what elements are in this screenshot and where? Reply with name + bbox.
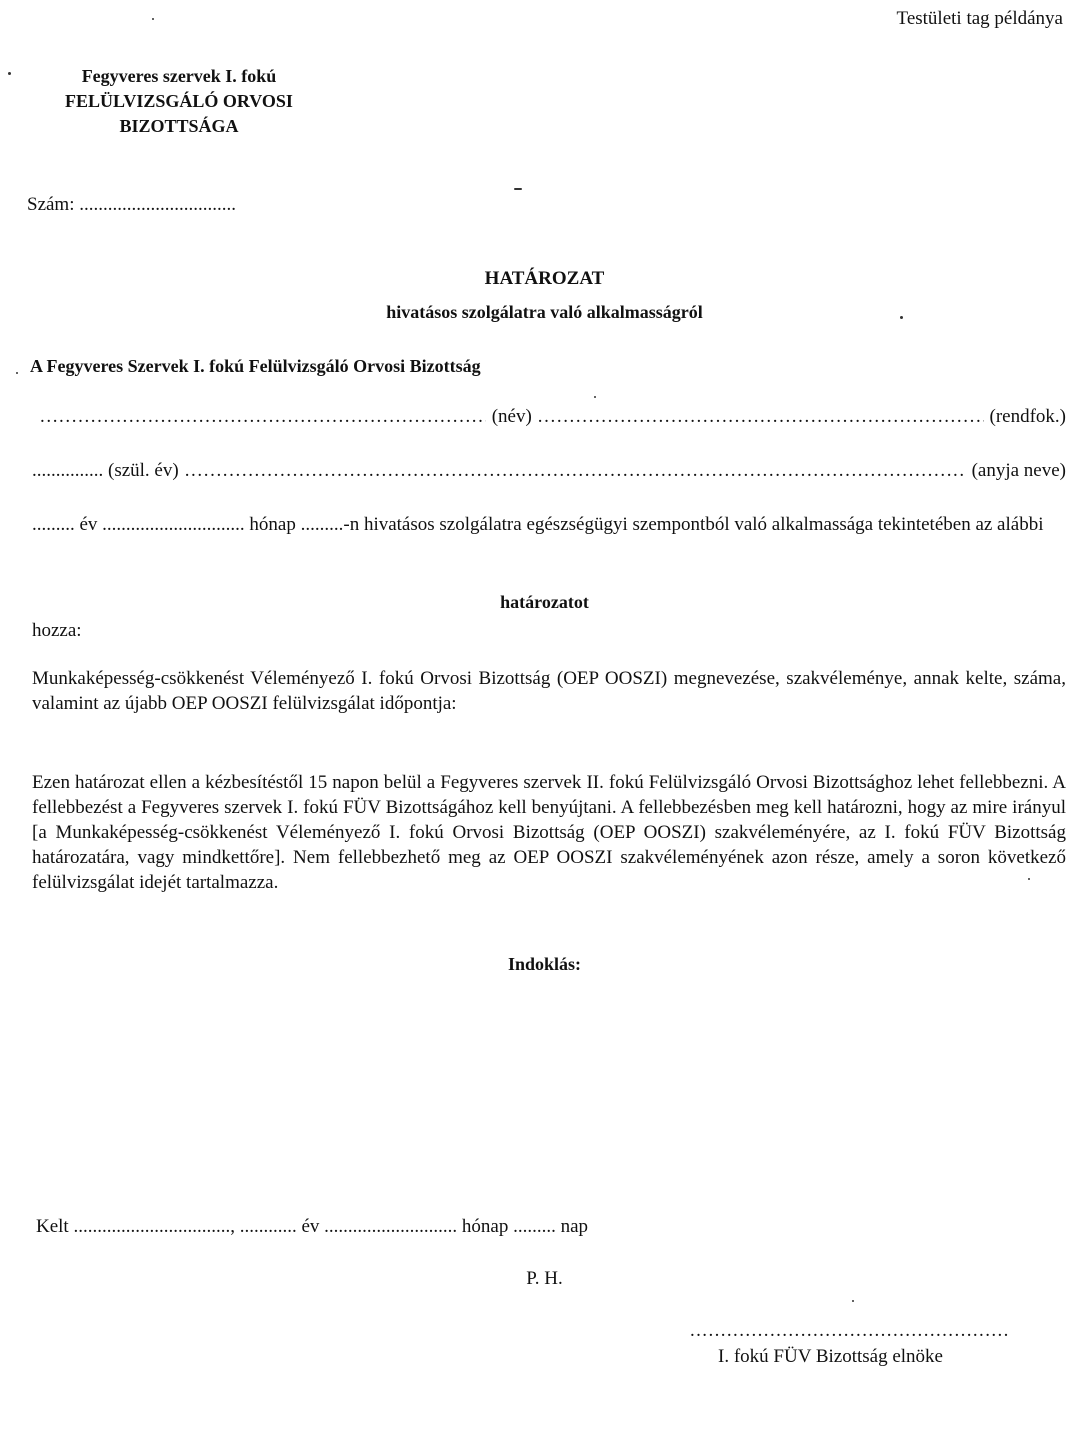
scan-speck [900,316,903,319]
name-label: (név) [491,406,532,427]
appeal-paragraph: Ezen határozat ellen a kézbesítéstől 15 napon belül a Fegyveres szervek II. fokú Felülvizsgáló Orvosi Bizottsághoz lehet fellebbezni. A fellebbezést a Fegyveres szervek I. fokú FÜV Bizottságához kell benyújtani. A fellebbezésben meg kell határozni, hogy az mire irányul [a Munkaképesség-csökkenést Véleményező I. fokú Orvosi Bizottság (OEP OOSZI) szakvéleményére, az I. fokú FÜV Bizottság határozatára, vagy mindkettőre]. Nem fellebbezhető meg az OEP OOSZI szakvéleményének azon része, amely a soron következő felülvizsgálat idejét tartalmazza. [32,772,1066,893]
organization-line-2: FELÜLVIZSGÁLÓ ORVOSI [65,91,293,111]
document-subtitle: hivatásos szolgálatra való alkalmasságról [386,302,703,322]
scan-speck [1028,878,1030,880]
organization-line-3: BIZOTTSÁGA [119,116,239,136]
document-title: HATÁROZAT [484,268,605,289]
intro-line: A Fegyveres Szervek I. fokú Felülvizsgáló Orvosi Bizottság [30,356,481,376]
organization-line-1: Fegyveres szervek I. fokú [81,66,277,86]
brings-label: hozza: [32,620,82,641]
copy-label: Testületi tag példánya [896,8,1063,29]
name-rank-row [40,406,1066,428]
scan-speck [16,372,18,374]
mother-dotted-line [185,460,966,482]
justification-heading: Indoklás: [507,954,582,974]
oep-paragraph: Munkaképesség-csökkenést Véleményező I. fokú Orvosi Bizottság (OEP OOSZI) megnevezése, szakvéleménye, annak kelte, száma, valamint az újabb OEP OOSZI felülvizsgálat időpontja: [32,668,1066,714]
stamp-label: P. H. [526,1268,563,1289]
scan-speck [594,396,596,398]
signature-label: I. fokú FÜV Bizottság elnöke [718,1346,943,1367]
organization-header [40,64,318,139]
scan-speck [152,18,154,20]
name-dotted-line [40,406,486,428]
date-line: Kelt ................................., ............ év ............................ hónap ......... nap [36,1216,589,1237]
birth-label: ............... (szül. év) [32,460,179,481]
scan-speck [514,188,522,190]
scan-speck [852,1300,854,1302]
signature-dotted-line [690,1320,1008,1342]
rank-dotted-line [538,406,984,428]
mother-label: (anyja neve) [971,460,1066,481]
number-field: Szám: ................................. [27,194,236,215]
birth-mother-row [32,460,1066,482]
decision-heading: határozatot [500,592,589,612]
rank-label: (rendfok.) [989,406,1066,427]
date-paragraph: ......... év .............................. hónap .........-n hivatásos szolgálatra egészségügyi szempontból való alkalmassága tekintetében az alábbi [32,514,1044,535]
scan-speck [8,72,11,75]
